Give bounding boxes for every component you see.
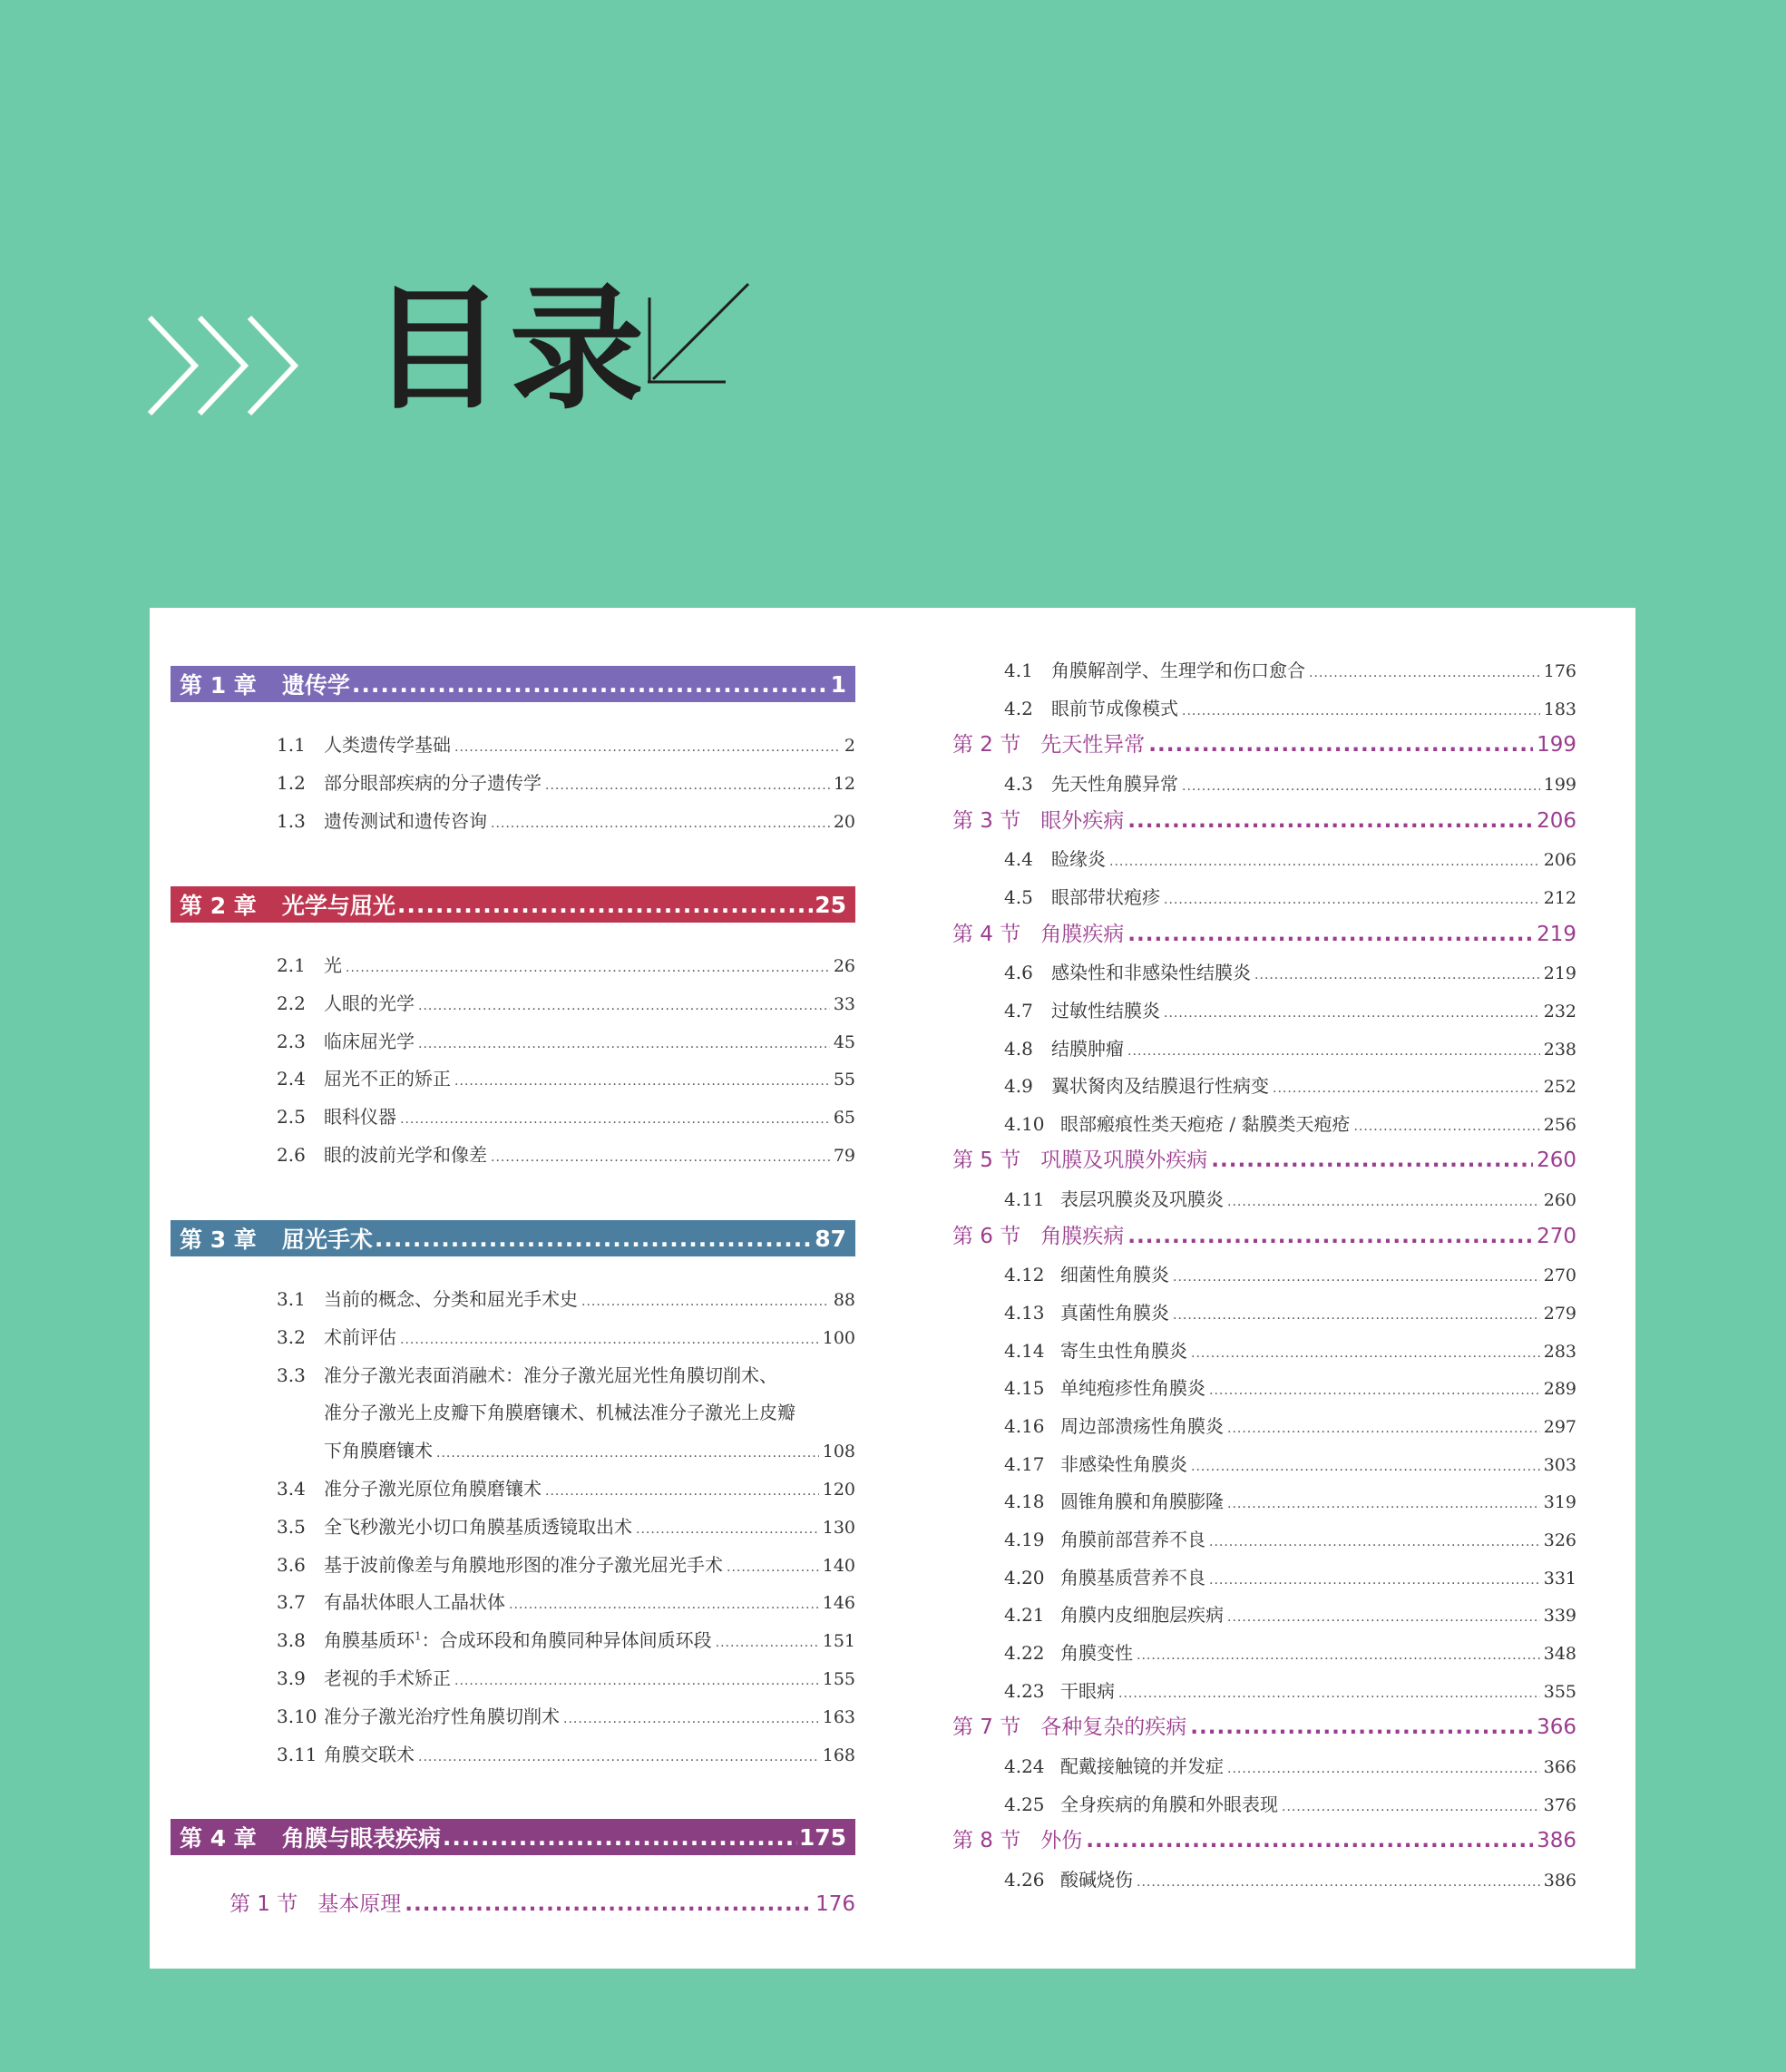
entry-page: 376 (1543, 1794, 1576, 1815)
arrow-down-left-icon (635, 279, 753, 388)
toc-entry[interactable] (1004, 694, 1576, 721)
entry-page: 176 (1543, 661, 1576, 681)
toc-entry[interactable] (277, 1285, 855, 1312)
entry-page: 206 (1543, 850, 1576, 871)
entry-number: 4.8 (1004, 1037, 1033, 1060)
toc-entry[interactable] (1004, 1487, 1576, 1514)
section-name: 角膜疾病 (1040, 1224, 1125, 1248)
footnote-mark: 1 (415, 1629, 422, 1643)
entry-number: 4.12 (1004, 1264, 1045, 1286)
leader-dots (1227, 1604, 1540, 1626)
leader-dots (454, 1068, 830, 1090)
leader-dots (509, 1591, 819, 1613)
chapter-heading[interactable] (171, 1220, 855, 1256)
entry-number: 4.4 (1004, 848, 1033, 871)
entry-name: 先天性角膜异常 (1051, 772, 1178, 795)
leader-dots (436, 1440, 819, 1461)
toc-entry[interactable] (277, 768, 855, 796)
section-page: 206 (1537, 808, 1576, 833)
toc-entry[interactable] (277, 806, 855, 834)
entry-number: 3.9 (277, 1667, 306, 1689)
entry-name: 结膜肿瘤 (1051, 1037, 1124, 1060)
section-name: 各种复杂的疾病 (1040, 1715, 1187, 1740)
leader-dots (727, 1554, 819, 1576)
chapter-label: 第 3 章 (180, 1227, 257, 1253)
entry-page: 130 (822, 1517, 855, 1538)
leader-dots (418, 1744, 819, 1765)
entry-name: 准分子激光表面消融术：准分子激光屈光性角膜切削术、 (324, 1363, 777, 1386)
leader-dots (1209, 1529, 1540, 1550)
chapter-name: 光学与屈光 (281, 893, 395, 919)
entry-name: 眼科仪器 (324, 1106, 396, 1129)
leader-dots (1209, 1567, 1540, 1588)
entry-number: 3.11 (277, 1743, 317, 1765)
entry-name: 人类遗传学基础 (324, 734, 451, 756)
entry-number: 4.25 (1004, 1793, 1045, 1815)
leader-dots (1127, 1225, 1533, 1248)
entry-name: 睑缘炎 (1051, 848, 1106, 871)
toc-entry[interactable] (1004, 1563, 1576, 1590)
toc-entry[interactable] (1004, 1034, 1576, 1061)
toc-entry[interactable] (277, 1512, 855, 1539)
toc-entry[interactable] (277, 1664, 855, 1691)
entry-name: 人眼的光学 (324, 992, 415, 1014)
entry-name: 角膜前部营养不良 (1060, 1528, 1205, 1550)
section-name: 巩膜及巩膜外疾病 (1040, 1148, 1208, 1173)
entry-name: 光 (324, 954, 342, 976)
toc-entry[interactable] (277, 1027, 855, 1054)
leader-dots (545, 772, 830, 794)
leader-dots (491, 1144, 830, 1166)
section-label: 第 8 节 (952, 1829, 1021, 1853)
toc-entry[interactable] (1004, 1373, 1576, 1401)
entry-name: 眼前节成像模式 (1051, 697, 1178, 719)
entry-number: 4.3 (1004, 772, 1033, 795)
entry-name-continued: 下角膜磨镶术 (324, 1440, 433, 1462)
entry-page: 155 (822, 1669, 855, 1689)
chapter-page: 25 (815, 891, 846, 918)
toc-entry[interactable] (277, 1361, 855, 1388)
entry-number: 4.13 (1004, 1302, 1045, 1324)
entry-page: 355 (1543, 1681, 1576, 1702)
entry-name: 酸碱烧伤 (1060, 1868, 1133, 1891)
entry-name: 角膜交联术 (324, 1743, 415, 1765)
toc-entry[interactable] (277, 951, 855, 978)
leader-dots (1127, 923, 1533, 946)
toc-entry[interactable] (277, 1550, 855, 1578)
entry-number: 4.5 (1004, 885, 1033, 908)
entry-number: 4.24 (1004, 1754, 1045, 1777)
entry-number: 4.11 (1004, 1188, 1045, 1211)
leader-dots (581, 1288, 830, 1310)
toc-entry[interactable] (277, 1588, 855, 1615)
section-name: 角膜疾病 (1040, 922, 1125, 946)
toc-entry[interactable] (277, 1626, 855, 1653)
entry-name: 角膜变性 (1060, 1641, 1133, 1664)
section-page: 176 (815, 1892, 855, 1916)
entry-number: 2.6 (277, 1144, 306, 1166)
entry-page: 366 (1543, 1756, 1576, 1777)
toc-entry[interactable] (1004, 958, 1576, 985)
entry-number: 2.5 (277, 1106, 306, 1129)
section-label: 第 2 节 (952, 733, 1021, 757)
entry-page: 45 (833, 1031, 855, 1052)
section-label: 第 1 节 (229, 1892, 298, 1916)
leader-dots (1211, 1148, 1533, 1172)
toc-entry[interactable] (1004, 1638, 1576, 1666)
entry-page: 151 (822, 1631, 855, 1652)
entry-number: 4.17 (1004, 1452, 1045, 1475)
toc-entry[interactable] (277, 1140, 855, 1168)
entry-name: 真菌性角膜炎 (1060, 1302, 1169, 1324)
entry-name: 眼部带状疱疹 (1051, 885, 1160, 908)
entry-page: 219 (1543, 963, 1576, 984)
leader-dots (346, 954, 830, 976)
chapter-heading[interactable] (171, 666, 855, 702)
toc-entry[interactable] (1004, 1336, 1576, 1363)
section-heading[interactable] (952, 804, 1576, 835)
entry-name: 遗传测试和遗传咨询 (324, 809, 487, 832)
chapter-heading[interactable] (171, 1819, 855, 1855)
leader-dots (1190, 1715, 1533, 1739)
entry-name: 准分子激光原位角膜磨镶术 (324, 1478, 542, 1500)
entry-number: 4.9 (1004, 1075, 1033, 1098)
entry-name: 屈光不正的矫正 (324, 1068, 451, 1090)
entry-number: 4.10 (1004, 1112, 1045, 1135)
entry-number: 4.23 (1004, 1679, 1045, 1702)
entry-number: 4.2 (1004, 697, 1033, 719)
leader-dots (1191, 1340, 1540, 1362)
entry-page: 270 (1543, 1266, 1576, 1286)
leader-dots (1173, 1264, 1540, 1285)
leader-dots (454, 734, 841, 756)
leader-dots (418, 992, 830, 1014)
leader-dots (1086, 1829, 1533, 1852)
section-heading[interactable] (952, 1823, 1576, 1854)
entry-page: 303 (1543, 1454, 1576, 1475)
section-page: 386 (1537, 1829, 1576, 1853)
leader-dots (1109, 848, 1540, 870)
entry-page: 279 (1543, 1304, 1576, 1324)
section-name: 眼外疾病 (1040, 808, 1125, 833)
leader-dots (1182, 773, 1540, 795)
entry-page: 283 (1543, 1341, 1576, 1362)
chapter-name: 遗传学 (281, 672, 350, 699)
entry-name: 角膜基质环$^1$：合成环段和角膜同种异体间质环段 (324, 1629, 712, 1652)
entry-page: 348 (1543, 1643, 1576, 1664)
leader-dots (397, 892, 813, 918)
leader-dots (400, 1326, 819, 1348)
entry-page: 168 (822, 1745, 855, 1765)
toc-entry[interactable] (1004, 1525, 1576, 1552)
leader-dots (1227, 1188, 1540, 1210)
entry-name: 角膜解剖学、生理学和伤口愈合 (1051, 660, 1305, 681)
entry-page: 100 (822, 1327, 855, 1348)
entry-name: 翼状胬肉及结膜退行性病变 (1051, 1075, 1269, 1098)
chapter-label: 第 1 章 (180, 672, 257, 699)
chapter-label: 第 4 章 (180, 1825, 257, 1852)
section-heading[interactable] (952, 917, 1576, 948)
leader-dots (1118, 1680, 1540, 1702)
toc-entry-last-line[interactable] (324, 1436, 855, 1463)
entry-name: 部分眼部疾病的分子遗传学 (324, 771, 542, 794)
entry-page: 163 (822, 1706, 855, 1727)
section-page: 199 (1537, 733, 1576, 757)
entry-page: 260 (1543, 1190, 1576, 1211)
leader-dots (1164, 1000, 1540, 1021)
header (0, 0, 1786, 608)
entry-page: 55 (833, 1070, 855, 1090)
entry-number: 3.7 (277, 1591, 306, 1614)
leader-dots (1173, 1302, 1540, 1324)
leader-dots (545, 1478, 819, 1500)
toc-entry[interactable] (1004, 1865, 1576, 1892)
section-heading[interactable] (952, 1143, 1576, 1174)
toc-entry[interactable] (277, 1102, 855, 1129)
leader-dots (1273, 1075, 1540, 1097)
entry-name: 角膜内皮细胞层疾病 (1060, 1604, 1224, 1627)
entry-page: 331 (1543, 1568, 1576, 1588)
toc-entry[interactable] (1004, 1600, 1576, 1627)
entry-name: 非感染性角膜炎 (1060, 1452, 1187, 1475)
entry-page: 26 (833, 956, 855, 976)
entry-number: 4.14 (1004, 1339, 1045, 1362)
toc-entry[interactable] (277, 1702, 855, 1729)
section-label: 第 7 节 (952, 1715, 1021, 1740)
entry-number: 2.2 (277, 992, 306, 1014)
toc-entry[interactable] (1004, 1450, 1576, 1477)
leader-dots (1127, 1038, 1540, 1060)
section-label: 第 4 节 (952, 922, 1021, 946)
entry-number: 1.1 (277, 734, 306, 756)
entry-page: 256 (1543, 1114, 1576, 1135)
leader-dots (1191, 1453, 1540, 1475)
entry-number: 3.5 (277, 1515, 306, 1538)
section-heading[interactable] (952, 1710, 1576, 1741)
entry-number: 2.1 (277, 954, 306, 976)
entry-name: 表层巩膜炎及巩膜炎 (1060, 1188, 1224, 1211)
section-name: 外伤 (1040, 1829, 1083, 1853)
leader-dots (443, 1824, 797, 1851)
leader-dots (1227, 1415, 1540, 1437)
leader-dots (454, 1667, 819, 1689)
entry-page: 199 (1543, 774, 1576, 795)
entry-name: 干眼病 (1060, 1679, 1115, 1702)
entry-name: 眼的波前光学和像差 (324, 1144, 487, 1166)
section-name: 基本原理 (317, 1892, 402, 1916)
entry-page: 297 (1543, 1417, 1576, 1437)
leader-dots (563, 1705, 819, 1727)
leader-dots (405, 1892, 812, 1916)
entry-page: 183 (1543, 699, 1576, 719)
toc-entry[interactable] (1004, 1676, 1576, 1704)
page-title: 目录 (370, 269, 649, 427)
section-page: 260 (1537, 1148, 1576, 1173)
entry-name: 寄生虫性角膜炎 (1060, 1339, 1187, 1362)
chapter-heading[interactable] (171, 886, 855, 923)
chapter-label: 第 2 章 (180, 893, 257, 919)
entry-page: 212 (1543, 887, 1576, 908)
leader-dots (1309, 660, 1540, 681)
entry-page: 33 (833, 993, 855, 1014)
leader-dots (1254, 962, 1540, 983)
toc-entry[interactable] (1004, 845, 1576, 872)
entry-page: 65 (833, 1108, 855, 1129)
leader-dots (1227, 1755, 1540, 1777)
entry-number: 3.8 (277, 1629, 306, 1652)
entry-number: 2.4 (277, 1068, 306, 1090)
toc-panel (150, 608, 1635, 1969)
entry-number: 3.4 (277, 1478, 306, 1500)
leader-dots (1148, 733, 1533, 757)
entry-number: 2.3 (277, 1030, 306, 1052)
leader-dots (418, 1031, 830, 1052)
chapter-page: 87 (815, 1225, 846, 1252)
entry-number: 3.10 (277, 1705, 317, 1727)
entry-name: 眼部瘢痕性类天疱疮 / 黏膜类天疱疮 (1060, 1112, 1351, 1135)
entry-page: 12 (833, 773, 855, 794)
toc-entry[interactable] (1004, 1185, 1576, 1212)
toc-entry[interactable] (1004, 883, 1576, 910)
toc-entry[interactable] (1004, 1260, 1576, 1287)
toc-entry[interactable] (1004, 1752, 1576, 1779)
entry-name: 临床屈光学 (324, 1030, 415, 1052)
toc-entry[interactable] (277, 1740, 855, 1767)
toc-entry[interactable] (1004, 1109, 1576, 1137)
leader-dots (636, 1516, 819, 1538)
section-page: 270 (1537, 1224, 1576, 1248)
entry-name: 过敏性结膜炎 (1051, 999, 1160, 1021)
entry-number: 4.18 (1004, 1490, 1045, 1513)
entry-page: 79 (833, 1146, 855, 1166)
toc-entry[interactable] (277, 989, 855, 1016)
leader-dots (1127, 809, 1533, 833)
section-label: 第 5 节 (952, 1148, 1021, 1173)
entry-name: 单纯疱疹性角膜炎 (1060, 1377, 1205, 1400)
entry-number: 4.26 (1004, 1868, 1045, 1891)
entry-page: 238 (1543, 1039, 1576, 1060)
entry-page: 88 (833, 1290, 855, 1310)
toc-entry[interactable] (1004, 1790, 1576, 1817)
entry-name: 有晶状体眼人工晶状体 (324, 1591, 505, 1614)
entry-page: 20 (833, 811, 855, 832)
entry-page: 2 (844, 736, 855, 756)
leader-dots (400, 1106, 830, 1128)
entry-number: 1.3 (277, 809, 306, 832)
toc-entry[interactable] (277, 1474, 855, 1501)
leader-dots (1137, 1869, 1540, 1891)
entry-number: 3.1 (277, 1288, 306, 1310)
leader-dots (1137, 1642, 1540, 1664)
entry-number: 3.3 (277, 1363, 306, 1386)
entry-name: 基于波前像差与角膜地形图的准分子激光屈光手术 (324, 1553, 723, 1576)
chapter-name: 屈光手术 (281, 1227, 373, 1253)
toc-entry[interactable] (277, 1323, 855, 1350)
entry-page: 386 (1543, 1870, 1576, 1891)
entry-number: 3.2 (277, 1325, 306, 1348)
chapter-page: 1 (830, 670, 846, 698)
entry-name-continued: 准分子激光上皮瓣下角膜磨镶术、机械法准分子激光上皮瓣 (324, 1402, 795, 1424)
chapter-page: 175 (798, 1823, 846, 1851)
section-label: 第 6 节 (952, 1224, 1021, 1248)
entry-page: 120 (822, 1480, 855, 1500)
entry-page: 140 (822, 1555, 855, 1576)
entry-number: 4.21 (1004, 1604, 1045, 1627)
entry-number: 4.19 (1004, 1528, 1045, 1550)
entry-name: 当前的概念、分类和屈光手术史 (324, 1288, 578, 1310)
toc-entry[interactable] (1004, 769, 1576, 797)
section-page: 366 (1537, 1715, 1576, 1740)
entry-page: 232 (1543, 1001, 1576, 1021)
chapter-name: 角膜与眼表疾病 (281, 1825, 441, 1852)
leader-dots (716, 1629, 819, 1651)
triple-chevron-right-icon (145, 313, 308, 422)
entry-number: 4.20 (1004, 1566, 1045, 1588)
entry-page: 252 (1543, 1077, 1576, 1098)
entry-name: 圆锥角膜和角膜膨隆 (1060, 1490, 1224, 1513)
toc-entry[interactable] (1004, 1071, 1576, 1099)
section-label: 第 3 节 (952, 808, 1021, 833)
entry-page: 289 (1543, 1379, 1576, 1400)
leader-dots (1164, 886, 1540, 908)
leader-dots (1353, 1113, 1539, 1135)
entry-name: 全飞秒激光小切口角膜基质透镜取出术 (324, 1515, 632, 1538)
entry-name: 老视的手术矫正 (324, 1667, 451, 1689)
toc-entry[interactable] (1004, 656, 1576, 683)
entry-number: 4.16 (1004, 1415, 1045, 1437)
toc-entry[interactable] (1004, 1412, 1576, 1439)
entry-page: 319 (1543, 1492, 1576, 1513)
entry-number: 4.6 (1004, 962, 1033, 984)
toc-entry[interactable] (277, 730, 855, 757)
toc-entry[interactable] (277, 1064, 855, 1091)
entry-number: 3.6 (277, 1553, 306, 1576)
entry-name: 周边部溃疡性角膜炎 (1060, 1415, 1224, 1437)
entry-page: 326 (1543, 1530, 1576, 1550)
entry-name: 术前评估 (324, 1325, 396, 1348)
leader-dots (1182, 698, 1540, 719)
entry-number: 4.15 (1004, 1377, 1045, 1400)
entry-page: 146 (822, 1593, 855, 1614)
entry-name: 配戴接触镜的并发症 (1060, 1754, 1224, 1777)
section-name: 先天性异常 (1040, 733, 1146, 757)
section-heading[interactable] (952, 728, 1576, 758)
entry-name: 准分子激光治疗性角膜切削术 (324, 1705, 560, 1727)
leader-dots (491, 810, 830, 832)
leader-dots (1227, 1490, 1540, 1512)
entry-page: 339 (1543, 1606, 1576, 1627)
entry-number: 4.1 (1004, 660, 1033, 681)
entry-number: 4.22 (1004, 1641, 1045, 1664)
toc-entry[interactable] (1004, 996, 1576, 1023)
entry-name: 感染性和非感染性结膜炎 (1051, 962, 1251, 984)
entry-name: 角膜基质营养不良 (1060, 1566, 1205, 1588)
leader-dots (1209, 1377, 1540, 1399)
entry-number: 4.7 (1004, 999, 1033, 1021)
entry-page: 108 (822, 1442, 855, 1462)
entry-number: 1.2 (277, 771, 306, 794)
leader-dots (375, 1226, 813, 1252)
entry-name: 细菌性角膜炎 (1060, 1264, 1169, 1286)
section-heading[interactable] (952, 1219, 1576, 1250)
entry-name: 全身疾病的角膜和外眼表现 (1060, 1793, 1278, 1815)
leader-dots (352, 671, 829, 698)
section-page: 219 (1537, 922, 1576, 946)
leader-dots (1282, 1793, 1540, 1815)
section-heading[interactable] (229, 1887, 855, 1918)
toc-entry[interactable] (1004, 1298, 1576, 1325)
